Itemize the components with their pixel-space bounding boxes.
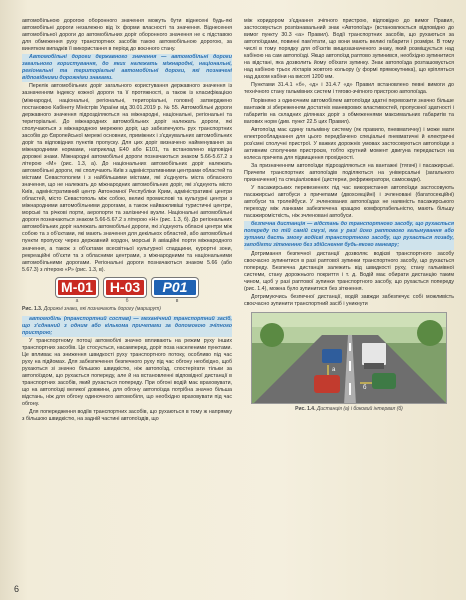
paragraph: Перелік автомобільних доріг загального користування державного значення із зазначенням індексу кожної дороги та її протяжності, а також із класифікацією (міжнародні, національні, регіональні, територіальні, головні) затверджено постановою Кабінету Міністрів України від 30.01.2019 р. № 55. Автомобільні дороги державного значення підрозділяються на міжнародні, національні, регіональні та територіальні. До міжнародних автомобільних доріг належать дороги, які сполучаються з міжнародною мережею доріг, що забезпечують рух транспортних засобів до Європейської мережі основних, приміжних і з'єднувальних автомобільних доріг та відповідних пунктів пропуску. Для цих доріг визначено найменування за міжнародними нормами, наприклад E40 або E101, та встановлено відповідні дорожні знаки. Міжнародні автомобільні дороги позначаються знаком 5.66-5.67.2 з літерою «М» (рис. 1.3, а). До національних автомобільних доріг належать автомобільні дороги, які сполучають Київ з адміністративними центрами областей та містами Севастополем і з найбільшими містами, які з'єднують міста обласного значення, що не належать до міжнародних автомобільних доріг, які з'єднують місто Київ, адміністративний центр Автономної Республіки Крим, адміністративні центри областей, місто Севастополь між собою, великі промислові та культурні центри з міжнародними автомобільними дорогами, а також найважливіші туристичні центри, морські та річкові порти, аеропорти та залізничні вузли. Національні автомобільні дороги позначаються знаком 5.66-5.67.2 з літерою «Н» (рис. 1.3, б). До регіональних автомобільних доріг належать автомобільні дороги, які з'єднують обласні центри між собою та з об'єктами, які мають значення для декількох областей, або автомобільні пункти пропуску через державний кордон, морські й авіаційні порти міжнародного значення, а також з об'єктами всесвітньої культурної спадщини, курортні зони, рекреаційні об'єкти та з обласними центрами, з міжнародними та національними автомобільними дорогами. Регіональні дороги позначаються знаком 5.66 (або 5.67.3) з літерою «Р» (рис. 1.3, в). [22,83,232,273]
paragraph: Автопоїзд має єдину гальмівну систему (як правило, пневматичну) і може мати електрообладнання для цього передбачено спеціальні пневматичні й електричні роз'ємні сполучні пристрої. У важких дорожніх умовах застосовуються автопоїзди з активним сполучним пристроєм, тобто крутний момент двигуна передається на колеса причепа для підвищення прохідності. [244,126,454,161]
definition-highlight: Автомобільні дороги державного значення — автомобільні дороги загального користування, до яких належать міжнародні, національні, регіональні та територіальні автомобільні дороги, які позначені відповідними дорожніми знаками. [22,54,232,82]
sign-h03: H-03 [104,278,146,297]
road-signs-figure [22,278,232,297]
caption-number: Рис. 1.4. [295,405,316,412]
letter-a: а [75,297,79,304]
letter-b: б [125,297,129,304]
right-column [244,18,454,578]
paragraph: автомобільною дорогою оборонного значення можуть бути віднесені будь-які автомобільні дороги незалежно від їх форми власності та значення. Віднесення автомобільної дороги до автомобільних доріг оборонного значення не є підставою для обмеження руху транспортних засобів такою автомобільною дорогою, за винятком випадків її використання в період до воєнного стану. [22,18,232,53]
paragraph: між коридором з'єднання зчіпного пристрою, відповідно до вимог Правил, застосовується розпізнавальний знак «Автопоїзд» (встановлюється відповідно до вимог пункту 30.3 «а» Правил). Водії транспортних засобів, що рухаються за автопоїздами, повинні пам'ятати, що вони мають великі габарити і розміри. В тому числі в тому порядку для об'єктів вищезазначеного знаку, який розміщується над кабіною на сам автопоїзді. Якщо автопоїзд раптово зупинився, необхідно зупинитися на відстані, яка дозволить йому обїхати зупинку. Знак автопоїзда розташовується над кабіною трьох ліхтарів жовтого кольору (у формі прямокутника), що кріпляться над дахом кабіни на висоті 1200 мм. [244,18,454,81]
definition-highlight: автомобіль (транспортний состав) — механічний транспортний засіб, що з'єднаний з одним або кількома причепами за допомогою зчіпного пристрою; [22,315,232,336]
paragraph: У пасажирських перевезеннях під час використання автопоїзди застосовують пасажирські автобуси з причепами (двохсекційні) і зчленовані (багатосекційні) автобуси та тролейбуси. У зчленованих автопоїздах не наявність пасажирського переходу між ланками забезпечена кращою комфортабельністю, мають більшу пасажиромісткість, ніж зчленовані автобуси. [244,185,454,220]
paragraph: За призначенням автопоїзди підрозділяються на вантажні (тягачі) і пасажирські. Причепи транспортних автопоїздів поділяються на універсальні (загального призначення) та спеціалізовані (цистерни, рефрижератори, самоскиди). [244,162,454,184]
road-illustration [251,312,447,404]
figure-caption [22,306,232,313]
paragraph: Пунктами 31.4.1 «б», «д» і 31.4.7 «д» Правил встановлено певні вимоги до технічного стану гальмівних систем і тягово-зчіпного пристрою автопоїзда. [244,82,454,96]
paragraph: Для попередження водіїв транспортних засобів, що рухаються в тому ж напрямку з більшою швидкістю, на задній частині автопоїздів, що [22,409,232,423]
fig-label-a: а [332,366,336,373]
left-column [22,18,232,583]
sign-m01: M-01 [56,278,98,297]
road-scene-image [252,313,447,404]
page-number: 6 [14,584,20,594]
paragraph: У транспортному потоці автомобілі значно впливають на режим руху інших транспортних засобів. Це стосується, насамперед, доріг поза населеними пунктами. Це впливає на зниження швидкості руху транспортного потоку, особливо під час руху на підйомах. Для забезпечення безпечного руху під час обгону необхідно, щоб рухаються зі значно більшою швидкістю, ніж автопоїзд, спостерігати тільки за автопоїздом, що рухається попереду, але й на встановленні відповідної дистанції в транспортних засобів, який рухається попереду. При обгоні водій має враховувати, що на автопоїзді великої довжини, для обгону автопоїзда потрібна значно більша відстань, ніж для обгону одиночного автомобіля, що необхідно враховувати під час обгону. [22,337,232,408]
figure-caption [244,406,454,413]
letter-v: в [175,297,179,304]
sign-p01: P01 [152,278,198,297]
paragraph: Дотримуючись безпечної дистанції, водій завжди забезпечує собі можливість своєчасно зупинити транспортний засіб і уникнути [244,293,454,307]
paragraph: Дотримання безпечної дистанції дозволяє водієві транспортного засобу своєчасно зупинитися в разі раптової зупинки транспортного засобу, що рухається попереду. Безпечна дистанція залежить від швидкості руху, стану гальмівної системи, стану дорожнього покриття і т. д. Водій має обирати дистанцію таким чином, щоб у разі раптової зупинки транспортного засобу, що рухається попереду (рис. 1.4), можна було зупинитися без зіткнення. [244,250,454,292]
caption-number: Рис. 1.3. [22,305,43,312]
caption-text: Дистанція (а) і боковий інтервал (б) [316,405,403,412]
paragraph: Порівняно з одиночним автомобілем автопоїзди здатні перевозити значно більше вантажів зі збереженням достатніх маневрових властивостей, пропускної здатності і габаритів на складних ділянках доріг з обмеженнями максимальних габаритів та вагових норм (див. пункт 22.5 цих Правил). [244,97,454,125]
sign-letters [22,298,232,305]
caption-text: Дорожні знаки, які позначають дорогу (маршрут) [43,305,161,312]
definition-highlight: безпечна дистанція — відстань до транспортного засобу, що рухається попереду по тій самій смузі, яка у разі його раптового гальмування або зупинки дасть змогу водієві транспортного засобу, що рухається позаду, запобігти зіткненню без здійснення будь-якого маневру; [244,221,454,249]
fig-label-b: б [363,384,367,391]
